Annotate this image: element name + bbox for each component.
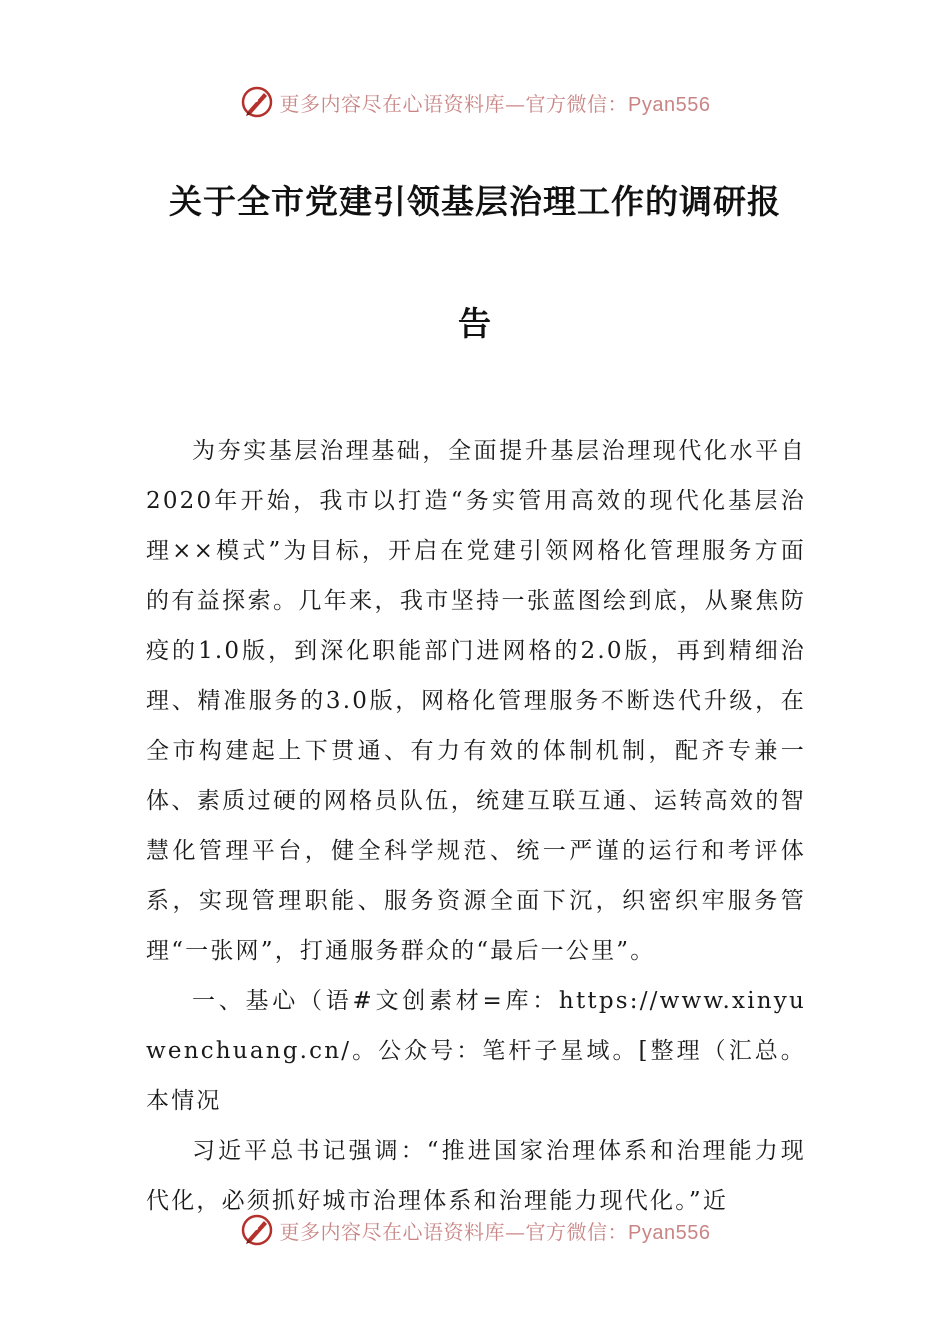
banner-text: 更多内容尽在心语资料库—官方微信：Pyan556 — [279, 1219, 711, 1244]
paragraph-intro: 为夯实基层治理基础，全面提升基层治理现代化水平自2020年开始，我市以打造“务实管用高效的现代化基层治理××模式”为目标，开启在党建引领网格化管理服务方面的有益探索。几年来，我市坚持一张蓝图绘到底，从聚焦防疫的1.0版，到深化职能部门进网格的2.0版，再到精细治理、精准服务的3.0版，网格化管理服务不断迭代升级，在全市构建起上下贯通、有力有效的体制机制，配齐专兼一体、素质过硬的网格员队伍，统建互联互通、运转高效的智慧化管理平台，健全科学规范、统一严谨的运行和考评体系，实现管理职能、服务资源全面下沉，织密织牢服务管理“一张网”，打通服务群众的“最后一公里”。 — [146, 438, 806, 964]
footer-banner — [0, 1210, 950, 1250]
document-title-line1: 关于全市党建引领基层治理工作的调研报 — [169, 182, 781, 221]
banner-text: 更多内容尽在心语资料库—官方微信：Pyan556 — [279, 91, 711, 116]
wechat-id: Pyan556 — [628, 1221, 711, 1244]
pen-logo-icon — [240, 85, 274, 119]
pen-logo-icon — [240, 1213, 274, 1247]
wechat-id: Pyan556 — [628, 93, 711, 116]
document-body — [146, 426, 806, 1226]
document-title-line2: 告 — [458, 304, 492, 343]
paragraph-section-heading: 一、基心（语#文创素材=库：https://www.xinyuwenchuang.cn/。公众号：笔杆子星域。[整理（汇总。本情况 — [146, 988, 806, 1114]
header-banner — [0, 82, 950, 122]
paragraph-quote: 习近平总书记强调：“推进国家治理体系和治理能力现代化，必须抓好城市治理体系和治理能力现代化。”近 — [146, 1138, 806, 1214]
